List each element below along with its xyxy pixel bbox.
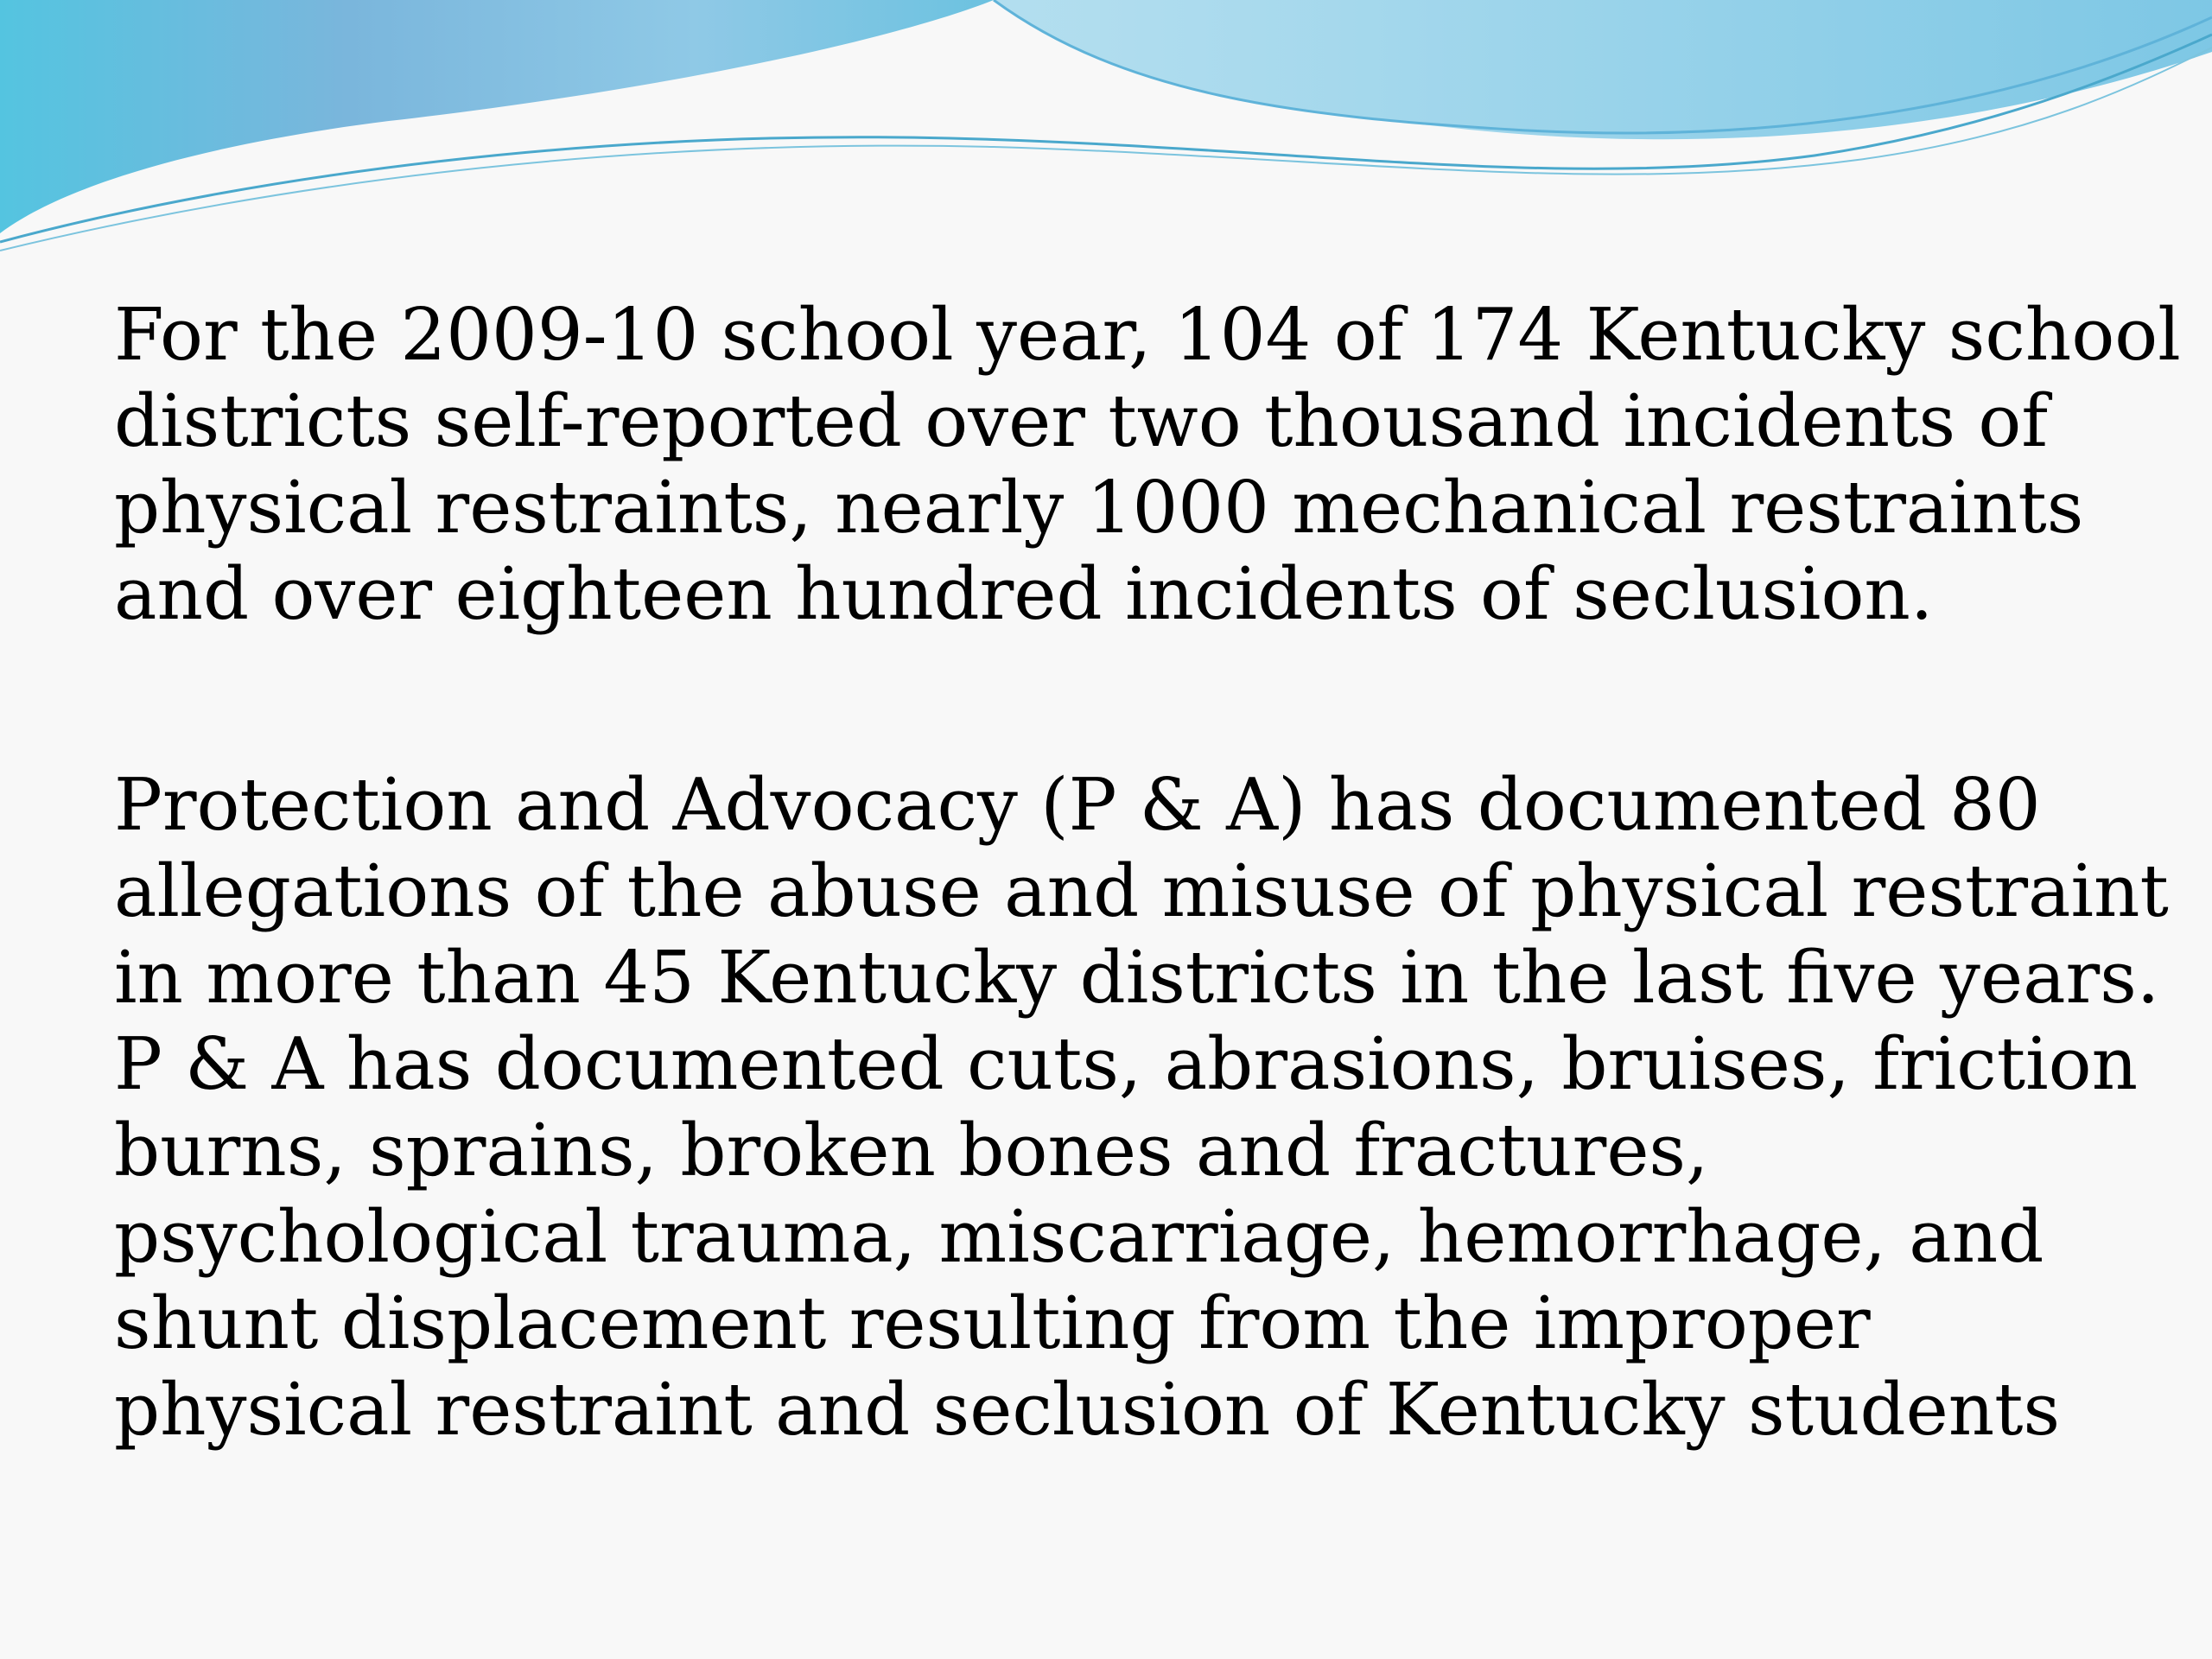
paragraph-spacer xyxy=(114,638,2101,762)
text-line: Protection and Advocacy (P & A) has documented 80 xyxy=(114,763,2041,847)
text-line: physical restraint and seclusion of Kentucky students xyxy=(114,1368,2061,1452)
text-line: shunt displacement resulting from the improper xyxy=(114,1281,1871,1365)
paragraph-statistics xyxy=(114,292,2181,638)
text-line: For the 2009-10 school year, 104 of 174 Kentucky school xyxy=(114,293,2181,377)
header-wave-decoration xyxy=(0,0,2212,259)
text-line: psychological trauma, miscarriage, hemorrhage, and xyxy=(114,1195,2044,1279)
slide-body xyxy=(114,292,2181,1453)
paragraph-allegations xyxy=(114,762,2169,1453)
wave-band-top xyxy=(0,0,994,233)
text-line: P & A has documented cuts, abrasions, bruises, friction xyxy=(114,1022,2139,1106)
text-line: burns, sprains, broken bones and fractures, xyxy=(114,1109,1709,1192)
text-line: physical restraints, nearly 1000 mechanical restraints xyxy=(114,466,2084,550)
text-line: districts self-reported over two thousand incidents of xyxy=(114,379,2049,463)
text-line: in more than 45 Kentucky districts in the last five years. xyxy=(114,936,2160,1020)
text-line: and over eighteen hundred incidents of seclusion. xyxy=(114,552,1934,636)
text-line: allegations of the abuse and misuse of physical restraint xyxy=(114,849,2169,933)
